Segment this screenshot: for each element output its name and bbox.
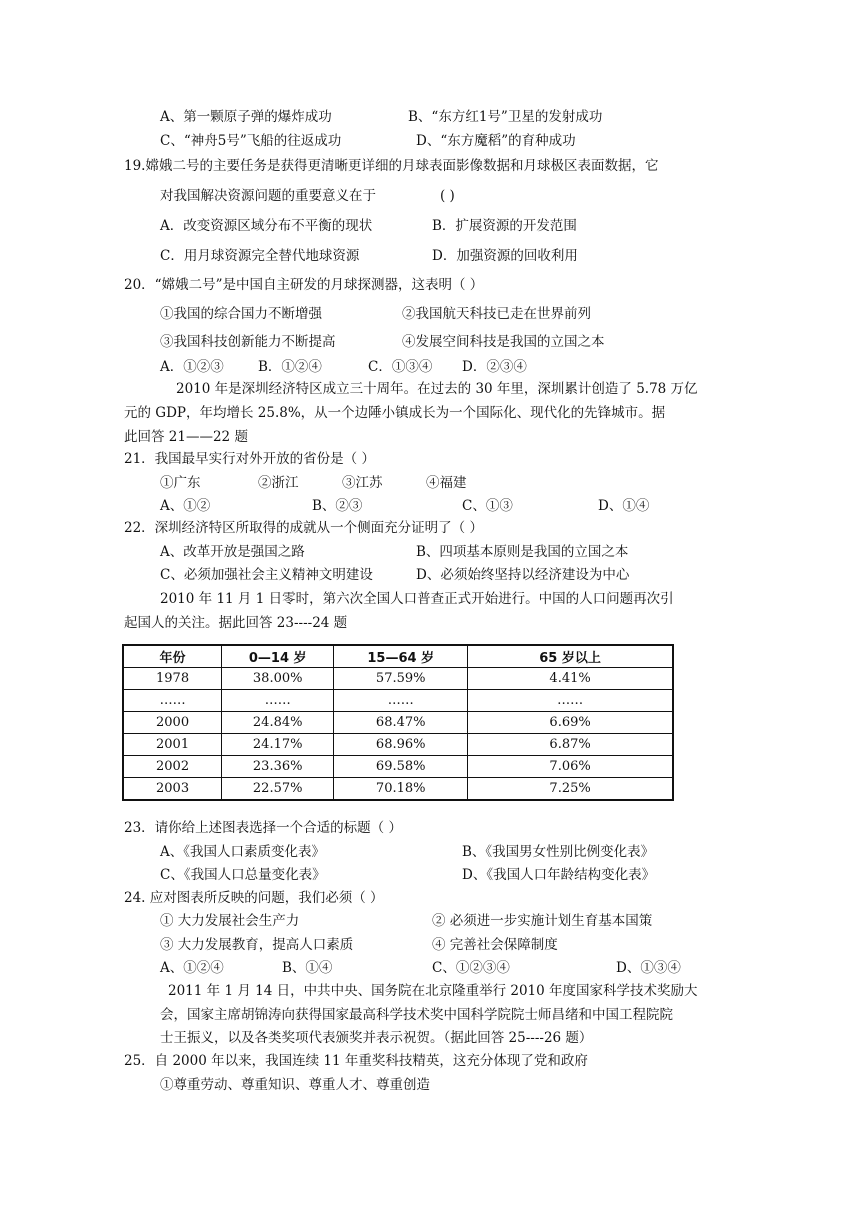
table-row — [123, 690, 673, 712]
table-row — [123, 712, 673, 734]
q18-option-d: D、“东方魔稻”的育种成功 — [416, 133, 576, 149]
q25-stem: 25．自 2000 年以来，我国连续 11 年重奖科技精英，这充分体现了党和政府 — [124, 1053, 588, 1069]
q22-option-d: D、必须始终坚持以经济建设为中心 — [416, 567, 630, 583]
q20-choice-2: ②我国航天科技已走在世界前列 — [402, 306, 591, 322]
q23-option-a: A、《我国人口素质变化表》 — [160, 844, 325, 860]
table-cell: 24.84% — [222, 712, 334, 734]
q18-option-c: C、“神舟5号”飞船的往返成功 — [160, 133, 342, 149]
table-cell: …… — [334, 690, 468, 712]
table-cell: 2002 — [123, 756, 222, 778]
table-cell: 57.59% — [334, 668, 468, 690]
q19-stem-line2: 对我国解决资源问题的重要意义在于 — [160, 188, 376, 204]
table-cell: 7.06% — [468, 756, 673, 778]
intro-25-line2: 会，国家主席胡锦涛向获得国家最高科学技术奖中国科学院院士师昌绪和中国工程院院 — [160, 1007, 673, 1023]
q20-choice-3: ③我国科技创新能力不断提高 — [160, 334, 336, 350]
table-cell: 7.25% — [468, 778, 673, 801]
table-row — [123, 756, 673, 778]
table-row — [123, 778, 673, 801]
q22-option-c: C、必须加强社会主义精神文明建设 — [160, 567, 373, 583]
table-cell: 6.69% — [468, 712, 673, 734]
table-cell: 68.96% — [334, 734, 468, 756]
q20-choice-4: ④发展空间科技是我国的立国之本 — [402, 334, 605, 350]
q21-choice-4: ④福建 — [426, 475, 467, 491]
q21-option-a: A、①② — [160, 498, 211, 514]
table-header-row — [123, 645, 673, 668]
intro-25-line1: 2011 年 1 月 14 日，中共中央、国务院在北京隆重举行 2010 年度国家科学技术奖励大 — [168, 983, 698, 999]
q18-option-a: A、第一颗原子弹的爆炸成功 — [160, 109, 332, 125]
q22-option-b: B、四项基本原则是我国的立国之本 — [416, 544, 629, 560]
intro-21-line2: 元的 GDP，年均增长 25.8%，从一个边陲小镇成长为一个国际化、现代化的先锋城市。据 — [124, 405, 666, 421]
intro-25-line3: 士王振义，以及各类奖项代表颁奖并表示祝贺。（据此回答 25----26 题） — [160, 1030, 593, 1046]
q23-option-c: C、《我国人口总量变化表》 — [160, 867, 326, 883]
q23-option-b: B、《我国男女性别比例变化表》 — [462, 844, 655, 860]
q19-option-a: A．改变资源区域分布不平衡的现状 — [160, 218, 373, 234]
q20-option-d: D．②③④ — [462, 359, 527, 375]
table-cell: 6.87% — [468, 734, 673, 756]
q20-option-a: A．①②③ — [160, 359, 224, 375]
q24-choice-4: ④ 完善社会保障制度 — [432, 937, 558, 953]
table-cell: 23.36% — [222, 756, 334, 778]
q24-choice-2: ② 必须进一步实施计划生育基本国策 — [432, 913, 653, 929]
q21-option-c: C、①③ — [462, 498, 513, 514]
intro-21-line1: 2010 年是深圳经济特区成立三十周年。在过去的 30 年里，深圳累计创造了 5.78 万亿 — [176, 381, 698, 397]
table-row — [123, 668, 673, 690]
q24-choice-1: ① 大力发展社会生产力 — [160, 913, 300, 929]
q23-option-d: D、《我国人口年龄结构变化表》 — [462, 867, 656, 883]
q19-option-c: C．用月球资源完全替代地球资源 — [160, 248, 360, 264]
q21-option-b: B、②③ — [312, 498, 363, 514]
q19-answer-paren: ( ) — [440, 188, 455, 204]
q21-choice-2: ②浙江 — [258, 475, 299, 491]
table-cell: 22.57% — [222, 778, 334, 801]
q18-option-b: B、“东方红1号”卫星的发射成功 — [408, 109, 603, 125]
table-row — [123, 734, 673, 756]
q24-option-b: B、①④ — [282, 960, 333, 976]
table-cell: …… — [468, 690, 673, 712]
table-cell: 70.18% — [334, 778, 468, 801]
q24-option-c: C、①②③④ — [432, 960, 510, 976]
q24-choice-3: ③ 大力发展教育，提高人口素质 — [160, 937, 354, 953]
table-cell: 2003 — [123, 778, 222, 801]
q19-option-b: B．扩展资源的开发范围 — [432, 218, 577, 234]
table-cell: …… — [222, 690, 334, 712]
population-age-table — [122, 644, 674, 801]
intro-23-line2: 起国人的关注。据此回答 23----24 题 — [124, 615, 348, 631]
table-cell: 69.58% — [334, 756, 468, 778]
table-header-15-64: 15—64 岁 — [334, 645, 468, 668]
q25-choice-1: ①尊重劳动、尊重知识、尊重人才、尊重创造 — [160, 1077, 430, 1093]
q21-choice-1: ①广东 — [160, 475, 201, 491]
table-cell: 4.41% — [468, 668, 673, 690]
table-cell: 38.00% — [222, 668, 334, 690]
q20-option-b: B．①②④ — [258, 359, 322, 375]
q19-option-d: D．加强资源的回收利用 — [432, 248, 578, 264]
q23-stem: 23．请你给上述图表选择一个合适的标题（ ） — [124, 820, 402, 836]
table-cell: 1978 — [123, 668, 222, 690]
q20-choice-1: ①我国的综合国力不断增强 — [160, 306, 322, 322]
q21-stem: 21．我国最早实行对外开放的省份是（ ） — [124, 451, 375, 467]
table-cell: …… — [123, 690, 222, 712]
q22-stem: 22．深圳经济特区所取得的成就从一个侧面充分证明了（ ） — [124, 520, 483, 536]
table-cell: 2001 — [123, 734, 222, 756]
q24-option-a: A、①②④ — [160, 960, 224, 976]
q24-option-d: D、①③④ — [616, 960, 681, 976]
table-cell: 2000 — [123, 712, 222, 734]
q22-option-a: A、改革开放是强国之路 — [160, 544, 305, 560]
table-header-0-14: 0—14 岁 — [222, 645, 334, 668]
intro-21-line3: 此回答 21——22 题 — [124, 429, 248, 445]
q19-stem-line1: 19.嫦娥二号的主要任务是获得更清晰更详细的月球表面影像数据和月球极区表面数据，它 — [124, 158, 659, 174]
q20-stem: 20．“嫦娥二号”是中国自主研发的月球探测器，这表明（ ） — [124, 277, 484, 293]
q21-option-d: D、①④ — [598, 498, 650, 514]
q24-stem: 24. 应对图表所反映的问题，我们必须（ ） — [124, 890, 384, 906]
intro-23-line1: 2010 年 11 月 1 日零时，第六次全国人口普查正式开始进行。中国的人口问题再次引 — [160, 591, 674, 607]
q20-option-c: C．①③④ — [368, 359, 433, 375]
q21-choice-3: ③江苏 — [342, 475, 383, 491]
table-cell: 68.47% — [334, 712, 468, 734]
table-header-year: 年份 — [123, 645, 222, 668]
table-cell: 24.17% — [222, 734, 334, 756]
table-header-65-plus: 65 岁以上 — [468, 645, 673, 668]
